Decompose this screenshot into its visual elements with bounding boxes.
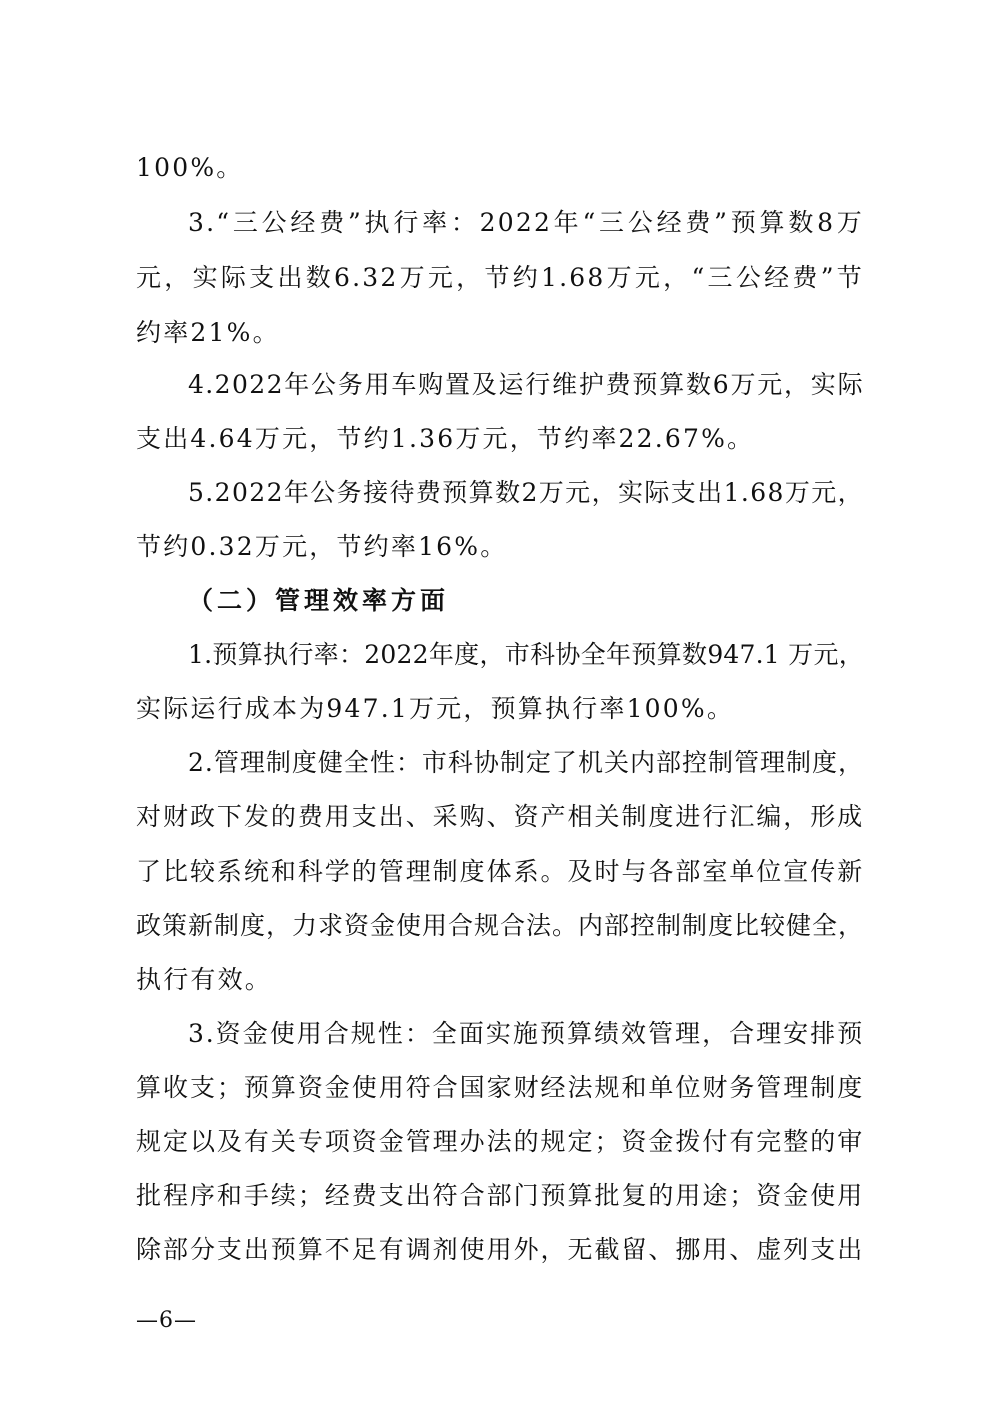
item-5-line-1: 5.2022年公务接待费预算数2万元，实际支出1.68万元， xyxy=(188,478,865,507)
item-3-line-2: 元，实际支出数6.32万元，节约1.68万元，“三公经费”节 xyxy=(136,263,864,292)
efficiency-item-1-line-1: 1.预算执行率：2022年度，市科协全年预算数947.1 万元， xyxy=(188,640,864,669)
text-line-continuation: 100%。 xyxy=(136,153,244,182)
item-4-line-1: 4.2022年公务用车购置及运行维护费预算数6万元，实际 xyxy=(188,370,864,399)
efficiency-item-1-line-2: 实际运行成本为947.1万元，预算执行率100%。 xyxy=(136,694,735,723)
efficiency-item-2-line-5: 执行有效。 xyxy=(136,965,273,994)
efficiency-item-3-line-5: 除部分支出预算不足有调剂使用外，无截留、挪用、虚列支出 xyxy=(136,1235,864,1264)
efficiency-item-2-line-2: 对财政下发的费用支出、采购、资产相关制度进行汇编，形成 xyxy=(136,802,864,831)
page-number: —6— xyxy=(136,1308,197,1333)
item-4-line-2: 支出4.64万元，节约1.36万元，节约率22.67%。 xyxy=(136,424,755,453)
item-5-line-2: 节约0.32万元，节约率16%。 xyxy=(136,532,508,561)
efficiency-item-2-line-1: 2.管理制度健全性：市科协制定了机关内部控制管理制度， xyxy=(188,748,864,777)
item-3-line-1: 3.“三公经费”执行率：2022年“三公经费”预算数8万 xyxy=(188,208,864,237)
section-heading: （二）管理效率方面 xyxy=(188,586,450,615)
efficiency-item-3-line-1: 3.资金使用合规性：全面实施预算绩效管理，合理安排预 xyxy=(188,1019,864,1048)
efficiency-item-3-line-4: 批程序和手续；经费支出符合部门预算批复的用途；资金使用 xyxy=(136,1181,864,1210)
efficiency-item-2-line-4: 政策新制度，力求资金使用合规合法。内部控制制度比较健全， xyxy=(136,911,865,940)
efficiency-item-3-line-3: 规定以及有关专项资金管理办法的规定；资金拨付有完整的审 xyxy=(136,1127,864,1156)
efficiency-item-2-line-3: 了比较系统和科学的管理制度体系。及时与各部室单位宣传新 xyxy=(136,857,864,886)
efficiency-item-3-line-2: 算收支；预算资金使用符合国家财经法规和单位财务管理制度 xyxy=(136,1073,864,1102)
item-3-line-3: 约率21%。 xyxy=(136,318,280,347)
